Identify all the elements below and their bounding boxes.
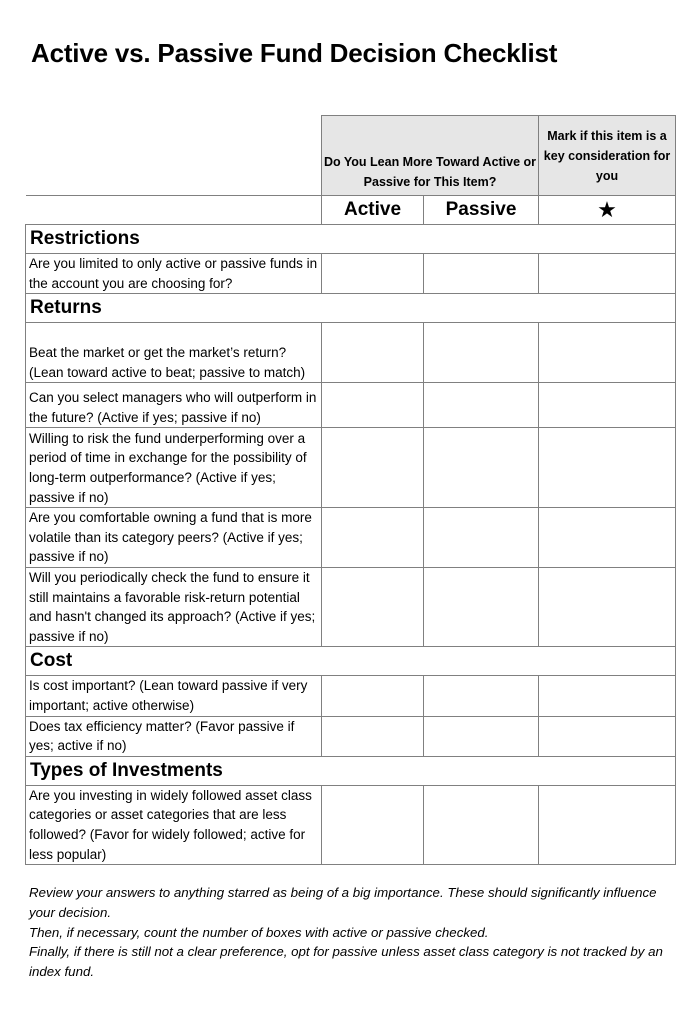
question-text: Willing to risk the fund underperforming over a period of time in exchange for the possibility of long-term outperformance? (Active if yes; passive if no) xyxy=(26,428,322,508)
section-heading-types-of-investments: Types of Investments xyxy=(26,756,676,785)
passive-checkbox[interactable] xyxy=(424,716,539,756)
key-consideration-checkbox[interactable] xyxy=(539,323,676,383)
active-column-header: Active xyxy=(322,196,424,225)
active-checkbox[interactable] xyxy=(322,716,424,756)
question-text: Beat the market or get the market’s return? (Lean toward active to beat; passive to match) xyxy=(26,323,322,383)
section-heading-restrictions: Restrictions xyxy=(26,225,676,254)
passive-checkbox[interactable] xyxy=(424,785,539,864)
question-text: Is cost important? (Lean toward passive if very important; active otherwise) xyxy=(26,676,322,716)
section-heading-returns: Returns xyxy=(26,294,676,323)
active-checkbox[interactable] xyxy=(322,254,424,294)
note-count: Then, if necessary, count the number of boxes with active or passive checked. xyxy=(29,924,489,940)
active-checkbox[interactable] xyxy=(322,676,424,716)
passive-checkbox[interactable] xyxy=(424,383,539,428)
passive-checkbox[interactable] xyxy=(424,323,539,383)
passive-checkbox[interactable] xyxy=(424,254,539,294)
section-heading-cost: Cost xyxy=(26,647,676,676)
key-consideration-checkbox[interactable] xyxy=(539,254,676,294)
note-finally: Finally, if there is still not a clear preference, opt for passive unless asset class category is not tracked by an index fund. xyxy=(29,944,663,980)
active-checkbox[interactable] xyxy=(322,383,424,428)
question-text: Does tax efficiency matter? (Favor passive if yes; active if no) xyxy=(26,716,322,756)
lean-question-header: Do You Lean More Toward Active or Passive for This Item? xyxy=(322,116,539,196)
question-text: Will you periodically check the fund to ensure it still maintains a favorable risk-return potential and hasn't changed its approach? (Active if yes; passive if no) xyxy=(26,567,322,646)
star-icon: ★ xyxy=(539,196,676,225)
active-checkbox[interactable] xyxy=(322,323,424,383)
key-consideration-checkbox[interactable] xyxy=(539,716,676,756)
key-consideration-checkbox[interactable] xyxy=(539,508,676,568)
key-consideration-header: Mark if this item is a key consideration for you xyxy=(539,116,676,196)
passive-column-header: Passive xyxy=(424,196,539,225)
passive-checkbox[interactable] xyxy=(424,676,539,716)
question-text: Can you select managers who will outperform in the future? (Active if yes; passive if no) xyxy=(26,383,322,428)
passive-checkbox[interactable] xyxy=(424,508,539,568)
active-checkbox[interactable] xyxy=(322,785,424,864)
question-text: Are you comfortable owning a fund that is more volatile than its category peers? (Active if yes; passive if no) xyxy=(26,508,322,568)
passive-checkbox[interactable] xyxy=(424,428,539,508)
note-review: Review your answers to anything starred as being of a big importance. These should significantly influence your decision. xyxy=(29,885,657,920)
active-checkbox[interactable] xyxy=(322,428,424,508)
instructions-notes xyxy=(29,883,669,982)
key-consideration-checkbox[interactable] xyxy=(539,785,676,864)
key-consideration-checkbox[interactable] xyxy=(539,567,676,646)
question-text: Are you limited to only active or passive funds in the account you are choosing for? xyxy=(26,254,322,294)
question-text: Are you investing in widely followed asset class categories or asset categories that are less followed? (Favor for widely followed; active for less popular) xyxy=(26,785,322,864)
page-title: Active vs. Passive Fund Decision Checklist xyxy=(31,38,558,68)
passive-checkbox[interactable] xyxy=(424,567,539,646)
checklist-table xyxy=(25,115,676,865)
key-consideration-checkbox[interactable] xyxy=(539,676,676,716)
key-consideration-checkbox[interactable] xyxy=(539,428,676,508)
active-checkbox[interactable] xyxy=(322,508,424,568)
key-consideration-checkbox[interactable] xyxy=(539,383,676,428)
header-spacer-2 xyxy=(26,196,322,225)
header-spacer xyxy=(26,116,322,196)
active-checkbox[interactable] xyxy=(322,567,424,646)
